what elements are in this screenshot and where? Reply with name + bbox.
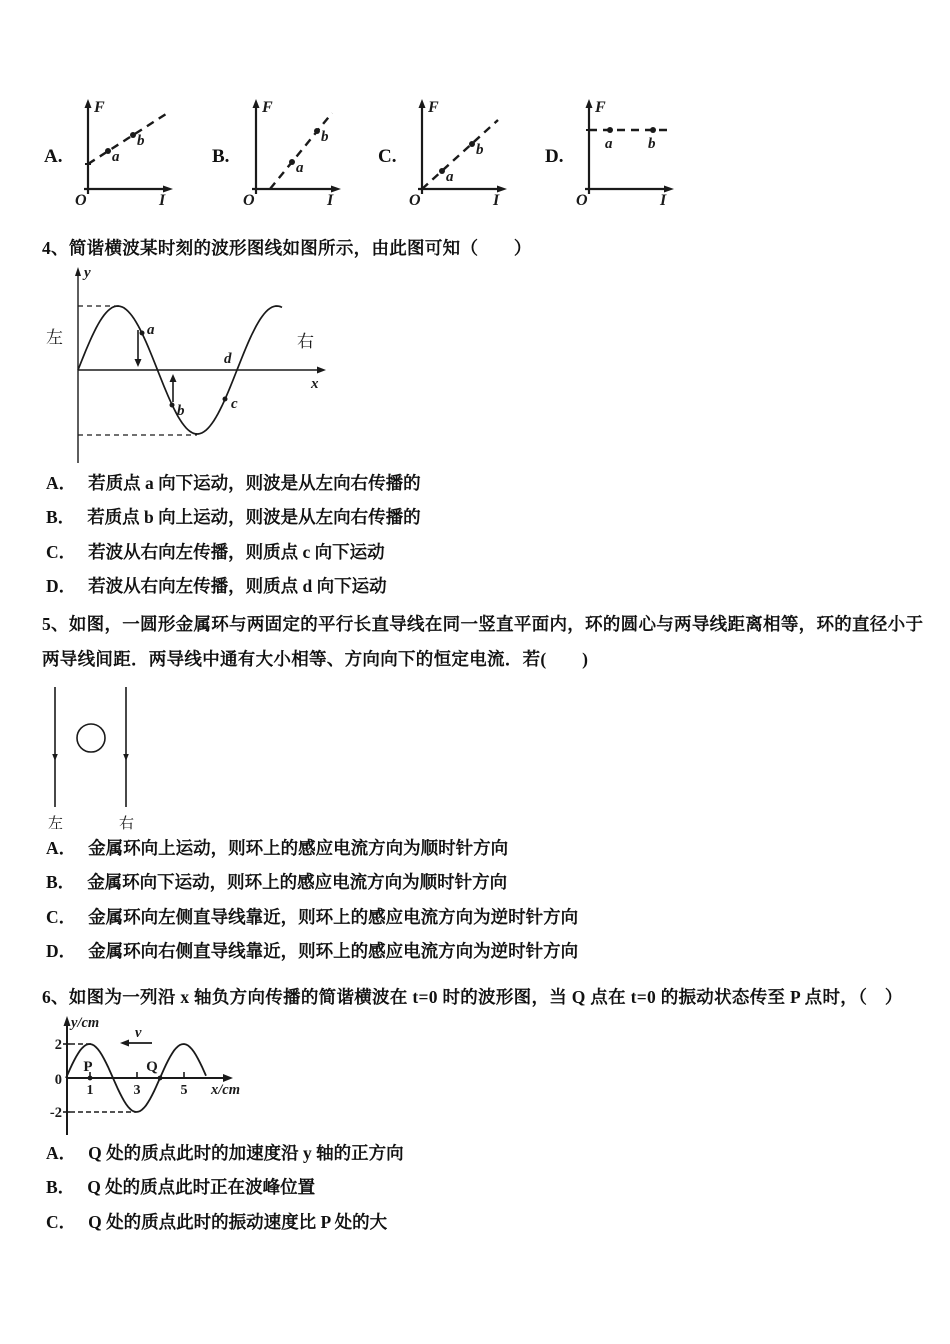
- q4-option-a: [46, 471, 421, 505]
- svg-text:a: a: [296, 160, 304, 176]
- q4-options: [46, 471, 421, 609]
- svg-text:0: 0: [54, 1072, 62, 1088]
- q5-ring-and-wires-diagram: [40, 682, 160, 834]
- svg-text:F: F: [428, 99, 439, 116]
- option-text: 若质点 a 向下运动，则波是从左向右传播的: [88, 473, 421, 493]
- q5-options: [46, 836, 578, 974]
- point-b: [314, 128, 320, 134]
- option-letter: A.: [44, 146, 63, 167]
- svg-text:F: F: [94, 99, 105, 116]
- svg-text:x/cm: x/cm: [211, 1082, 240, 1098]
- option-letter: C．: [46, 541, 77, 562]
- q6-option-b: [46, 1175, 404, 1209]
- y-axis-arrow-icon: [419, 99, 426, 108]
- q6-stem: 6、如图为一列沿 x 轴负方向传播的简谐横波在 t=0 时的波形图，当 Q 点在 t=0 的振动状态传至 P 点时，（ ）: [42, 987, 903, 1007]
- svg-text:O: O: [409, 192, 421, 206]
- dashed-line: [270, 113, 332, 189]
- q5-stem: 5、如图，一圆形金属环与两固定的平行长直导线在同一竖直平面内，环的圆心与两导线距离相等，环的直径小于两导线间距．两导线中通有大小相等、方向向下的恒定电流．若( ): [42, 614, 924, 669]
- option-text: Q 处的质点此时的加速度沿 y 轴的正方向: [88, 1143, 404, 1163]
- fi-graph-option-a: [44, 94, 179, 206]
- svg-text:v: v: [135, 1025, 142, 1041]
- option-letter: A．: [46, 1143, 77, 1163]
- option-letter: C．: [46, 1211, 77, 1232]
- current-down-arrow-icon: [52, 754, 58, 761]
- svg-text:a: a: [147, 322, 155, 338]
- point-b: [469, 141, 475, 147]
- svg-text:右: 右: [297, 332, 314, 351]
- q6-waveform-diagram: [40, 1013, 275, 1141]
- svg-text:b: b: [137, 133, 145, 149]
- x-axis-arrow-icon: [223, 1074, 233, 1082]
- fi-graph-b: [242, 94, 347, 206]
- option-letter: B．: [46, 872, 76, 893]
- fi-graph-c: [408, 94, 513, 206]
- fi-graph-d: [575, 94, 680, 206]
- up-arrow-icon: [170, 374, 177, 382]
- svg-text:右: 右: [119, 816, 135, 832]
- q4-waveform-diagram: [45, 263, 355, 468]
- q5-option-d: [46, 939, 578, 973]
- y-axis-arrow-icon: [586, 99, 593, 108]
- option-text: Q 处的质点此时的振动速度比 P 处的大: [88, 1211, 388, 1232]
- svg-text:O: O: [576, 192, 588, 206]
- svg-text:I: I: [660, 192, 667, 206]
- down-arrow-icon: [135, 359, 142, 367]
- svg-text:d: d: [224, 351, 232, 367]
- svg-text:b: b: [648, 136, 656, 152]
- svg-text:a: a: [112, 149, 120, 165]
- velocity-left-arrow-icon: [120, 1040, 129, 1047]
- option-text: 金属环向左侧直导线靠近，则环上的感应电流方向为逆时针方向: [88, 906, 579, 927]
- point-p: [88, 1076, 93, 1081]
- q5-option-b: [46, 870, 578, 904]
- point-b: [650, 127, 656, 133]
- svg-text:3: 3: [133, 1083, 141, 1098]
- svg-text:5: 5: [180, 1083, 188, 1098]
- svg-text:Q: Q: [146, 1059, 158, 1075]
- svg-text:P: P: [83, 1059, 93, 1075]
- q6-option-c: [46, 1210, 404, 1244]
- point-a: [607, 127, 613, 133]
- current-down-arrow-icon: [123, 754, 129, 761]
- fi-graph-a: [74, 94, 179, 206]
- svg-text:O: O: [75, 192, 87, 206]
- option-text: 金属环向下运动，则环上的感应电流方向为顺时针方向: [87, 872, 508, 893]
- svg-text:F: F: [262, 99, 273, 116]
- svg-text:a: a: [446, 169, 454, 185]
- svg-text:1: 1: [86, 1083, 94, 1098]
- option-letter: B.: [212, 146, 230, 167]
- svg-text:c: c: [231, 396, 238, 412]
- y-axis-arrow-icon: [75, 267, 81, 276]
- point-c: [223, 397, 228, 402]
- q5-option-c: [46, 905, 578, 939]
- svg-text:b: b: [321, 129, 329, 145]
- svg-text:-2: -2: [49, 1105, 62, 1121]
- fi-graph-option-d: [545, 94, 680, 206]
- option-text: 若波从右向左传播，则质点 c 向下运动: [88, 541, 385, 562]
- option-text: 金属环向右侧直导线靠近，则环上的感应电流方向为逆时针方向: [88, 941, 579, 962]
- svg-text:a: a: [605, 136, 613, 152]
- svg-text:y: y: [84, 265, 91, 281]
- point-b: [130, 132, 136, 138]
- fi-graph-option-c: [378, 94, 513, 206]
- option-letter: B．: [46, 507, 76, 528]
- svg-text:I: I: [327, 192, 334, 206]
- option-letter: D.: [545, 146, 564, 167]
- svg-text:I: I: [493, 192, 500, 206]
- x-axis-arrow-icon: [317, 367, 326, 374]
- option-text: 若波从右向左传播，则质点 d 向下运动: [88, 576, 387, 597]
- dashed-line: [422, 120, 498, 189]
- q4-option-c: [46, 540, 421, 574]
- point-b: [170, 403, 175, 408]
- y-axis-arrow-icon: [85, 99, 92, 108]
- q6-option-a: [46, 1141, 404, 1175]
- svg-text:I: I: [159, 192, 166, 206]
- option-letter: D．: [46, 941, 77, 962]
- svg-text:F: F: [595, 99, 606, 116]
- dashed-line: [88, 114, 166, 164]
- point-a: [140, 331, 145, 336]
- point-a: [105, 148, 111, 154]
- option-letter: A．: [46, 473, 77, 493]
- svg-text:x: x: [311, 376, 319, 392]
- svg-text:2: 2: [54, 1037, 62, 1053]
- option-text: 金属环向上运动，则环上的感应电流方向为顺时针方向: [88, 838, 509, 858]
- svg-text:b: b: [177, 403, 185, 419]
- y-axis-arrow-icon: [253, 99, 260, 108]
- point-a: [439, 168, 445, 174]
- fi-graph-option-b: [212, 94, 347, 206]
- option-letter: C．: [46, 906, 77, 927]
- svg-text:y/cm: y/cm: [71, 1015, 100, 1031]
- q4-option-d: [46, 574, 421, 608]
- q4-stem: 4、简谐横波某时刻的波形图线如图所示，由此图可知（ ）: [42, 238, 532, 258]
- q6-options: [46, 1141, 404, 1244]
- option-letter: A．: [46, 838, 77, 858]
- svg-text:左: 左: [48, 816, 64, 832]
- option-text: Q 处的质点此时正在波峰位置: [87, 1177, 316, 1198]
- y-axis-arrow-icon: [64, 1016, 71, 1026]
- option-letter: B．: [46, 1177, 76, 1198]
- svg-text:O: O: [243, 192, 255, 206]
- option-text: 若质点 b 向上运动，则波是从左向右传播的: [87, 507, 421, 528]
- option-letter: D．: [46, 576, 77, 597]
- metal-ring: [77, 724, 105, 752]
- svg-text:左: 左: [46, 328, 63, 347]
- option-letter: C.: [378, 146, 397, 167]
- svg-text:b: b: [476, 142, 484, 158]
- point-a: [289, 159, 295, 165]
- q4-option-b: [46, 505, 421, 539]
- q5-option-a: [46, 836, 578, 870]
- point-q: [158, 1076, 163, 1081]
